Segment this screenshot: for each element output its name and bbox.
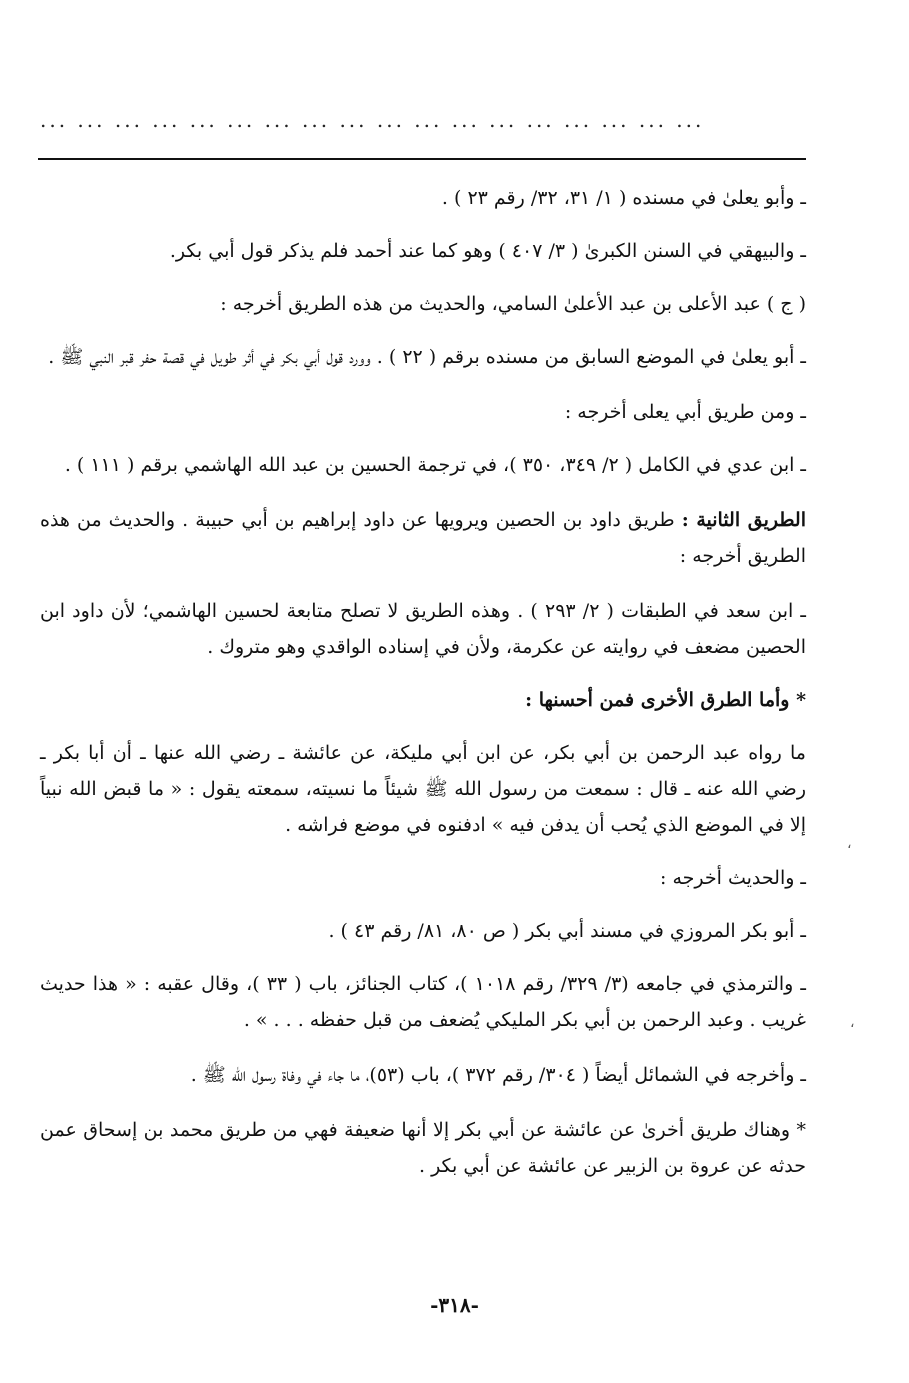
paragraph-hadith-takhrij: ـ والحديث أخرجه : bbox=[660, 867, 806, 889]
paragraph-tirmidhi: ـ والترمذي في جامعه (٣/ ٣٢٩/ رقم ١٠١٨ )، كتاب الجنائز، باب ( ٣٣ )، وقال عقبه : « هذا حديث غريب . وعبد الرحمن بن أبي بكر المليكي يُضعف من قبل حفظه . . . » . bbox=[40, 973, 806, 1031]
paragraph-other-routes-heading: * وأما الطرق الأخرى فمن أحسنها : bbox=[525, 689, 806, 711]
paragraph-bayhaqi: ـ والبيهقي في السنن الكبرىٰ ( ٣/ ٤٠٧ ) وهو كما عند أحمد فلم يذكر قول أبي بكر. bbox=[169, 240, 806, 262]
paragraph-abu-yala-musnad: ـ وأبو يعلىٰ في مسنده ( ١/ ٣١، ٣٢/ رقم ٢٣ ) . bbox=[441, 187, 806, 209]
paragraph-shamail: ـ وأخرجه في الشمائل أيضاً ( ٣٠٤/ رقم ٣٧٢ )، باب (٥٣)، ما جاء في وفاة رسول الله ﷺ . bbox=[190, 1064, 806, 1086]
paragraph-abu-yala-mawdi: ـ أبو يعلىٰ في الموضع السابق من مسنده برقم ( ٢٢ ) . وورد قول أبي بكر في أثر طويل في قصة حفر قبر النبي ﷺ . bbox=[48, 346, 806, 368]
page-number: -٣١٨- bbox=[430, 1293, 479, 1317]
second-route-text: طريق داود بن الحصين ويرويها عن داود إبراهيم بن أبي حبيبة . والحديث من هذه الطريق أخرجه : bbox=[40, 509, 806, 567]
paragraph-abd-al-ala: ( ج ) عبد الأعلى بن عبد الأعلىٰ السامي، والحديث من هذه الطريق أخرجه : bbox=[220, 293, 806, 315]
paragraph-second-route bbox=[40, 502, 806, 574]
body-text bbox=[40, 180, 806, 1201]
header-dot-leader: ... ... ... ... ... ... ... ... ... ... ... ... ... ... ... ... ... ... bbox=[40, 108, 705, 132]
paragraph-another-route: * وهناك طريق أخرىٰ عن عائشة عن أبي بكر إلا أنها ضعيفة فهي من طريق محمد بن إسحاق عمن حدثه عن عروة بن الزبير عن عائشة عن أبي بكر . bbox=[40, 1119, 806, 1177]
second-route-heading: الطريق الثانية : bbox=[681, 509, 807, 531]
margin-mark: ، bbox=[850, 1015, 855, 1031]
paragraph-abu-yala-tariq: ـ ومن طريق أبي يعلى أخرجه : bbox=[564, 401, 806, 423]
paragraph-marwazi: ـ أبو بكر المروزي في مسند أبي بكر ( ص ٨٠، ٨١/ رقم ٤٣ ) . bbox=[328, 920, 806, 942]
paragraph-ibn-adi: ـ ابن عدي في الكامل ( ٢/ ٣٤٩، ٣٥٠ )، في ترجمة الحسين بن عبد الله الهاشمي برقم ( ١١١ ) . bbox=[64, 454, 806, 476]
margin-mark: ، bbox=[847, 836, 852, 852]
paragraph-ibn-sad: ـ ابن سعد في الطبقات ( ٢/ ٢٩٣ ) . وهذه الطريق لا تصلح متابعة لحسين الهاشمي؛ لأن داود ابن الحصين مضعف في روايته عن عكرمة، ولأن في إسناده الواقدي وهو متروك . bbox=[40, 600, 806, 658]
header-divider bbox=[38, 158, 806, 160]
paragraph-hadith-text: ما رواه عبد الرحمن بن أبي بكر، عن ابن أبي مليكة، عن عائشة ـ رضي الله عنها ـ أن أبا بكر ـ رضي الله عنه ـ قال : سمعت من رسول الله ﷺ شيئاً ما نسيته، سمعته يقول : « ما قبض الله نبياً إلا في الموضع الذي يُحب أن يدفن فيه » ادفنوه في موضع فراشه . bbox=[40, 742, 806, 836]
